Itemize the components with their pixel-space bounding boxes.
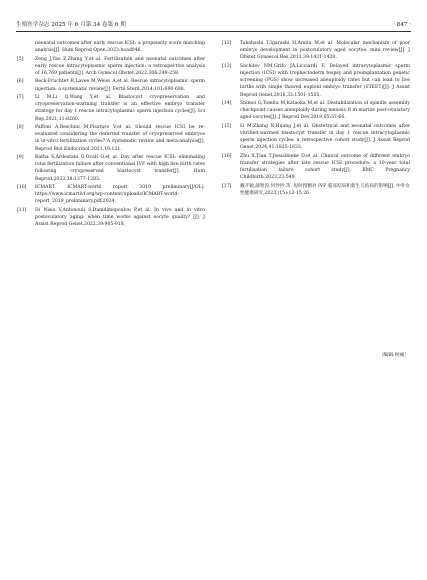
reference-number: [10] [17,184,27,190]
reference-number [17,40,35,54]
journal-title: 生殖医学杂志 2025 年 6 月第 34 卷第 6 期 [16,22,126,28]
reference-item [17,94,205,123]
page-header [16,17,411,32]
reference-number: [13] [222,63,232,69]
page-number: · 847 · [393,22,411,28]
reference-text: Takahashi T,Igarashi H,Amita M,et al. Molecular mechanism of poor embryo development in postovulatory aged oocytes: mini review[J]. J Obstet Gynaecol Res,2013,39:1431-1439. [240,41,410,61]
reference-number: [9] [17,154,24,160]
reference-number: [6] [17,79,24,85]
reference-number: [12] [222,41,232,46]
reference-text: Zeng J,Yao Z,Zhang Y,et al. Fertilization and neonatal outcomes after early rescue intracytoplasmic sperm injection: a retrospective analysis of 16,769 patients[J]. Arch Gynecol Obstet,2022,306:249-258. [35,56,205,76]
right-reference-column [222,40,410,198]
reference-number: [14] [222,101,232,106]
reference-number: [17] [222,183,232,189]
left-reference-column [17,40,205,230]
reference-item [222,153,410,182]
reference-item [17,154,205,183]
reference-text: Li M,Zhang N,Huang J,et al. Obstetrical and neonatal outcomes after vitrified-warmed blastocyst transfer in day 1 rescue intracytoplasmic sperm injection cycles: a retrospective cohort study[J]. J Assist Reprod Genet,2024,41:1825-1833. [240,123,410,151]
reference-item [17,124,205,153]
reference-number: [8] [17,124,24,130]
reference-text: Li M,Li Q,Wang Y,et al. Blastocyst cryopreservation and cryopreservation-warming transfer is an effective embryo transfer strategy for day 1 rescue intracytoplasmic sperm injection cycles[J]. Sci Rep,2021,11:8260. [35,94,205,122]
reference-item [222,100,410,122]
reference-item [17,207,205,229]
reference-text: 戴开颖,薛智涛,何抄抄,等. 短时授精对 IVF 临床结局和新生儿结局的影响[J]. 中外女性健康研究,2023,(15):12-15,26. [240,183,410,196]
reference-text: ICMART. ICMART-world report 2019 preliminary[J/OL]. https://www.icmartivf.org/wp-content/uploads/ICMART-world-report_2019_preliminary.pdf,2024. [35,184,205,205]
reference-text: Di Nisio V,Antonouli S,Damdimopoulou P,et al. In vivo and in vitro postovulatory aging: when time works against oocyte quality? [J]. J Assist Reprod Genet,2022,39:905-918. [35,207,205,228]
reference-item [17,40,205,54]
reference-item [17,184,205,206]
reference-number: [16] [222,153,232,159]
reference-text: Paffoni A,Reschini M,Pisaturo V,et al. Should rescue ICSI be re-evaluated considering the deferred transfer of cryopreserved embryos in in-vitro fertilization cycles? A systematic review and meta-analysis[J]. Reprod Biol Endocrinol,2021,19:121. [35,124,205,152]
reference-number: [5] [17,56,24,62]
editor-note: ［编辑:侯丽］ [378,353,409,358]
reference-text: Zhu X,Tian T,Jiesisibieke D,et al. Clinical outcome of different embryo transfer strategies after late rescue ICSI procedure: a 10-year total fertilisation failure cohort study[J]. BMC Pregnancy Childbirth,2023,23:549. [240,153,410,181]
reference-number: [7] [17,94,24,100]
reference-number: [11] [17,207,27,213]
reference-text: Batha S,Ardestani G,Ocali O,et al. Day after rescue ICSI: eliminating total fertilization failure after conventional IVF with high live birth rates following cryopreserved blastocyst transfer[J]. Hum Reprod,2023,38:1277-1283. [35,154,205,182]
reference-text: Shimoi G,Tomita M,Kataoka M,et al. Destabilization of spindle assembly checkpoint causes aneuploidy during meiosis II in murine post-ovulatory aged oocytes[J]. J Reprod Dev,2019,65:57-66. [240,101,410,121]
reference-text: neonatal outcomes after early rescue ICSI: a propensity score matching analysis[J]. Hum Reprod Open,2023:hoad046. [35,41,205,54]
reference-item [222,40,410,62]
reference-text: Beck-Fruchter R,Lavee M,Weiss A,et al. Rescue intracytoplasmic sperm injection: a systematic review[J]. Fertil Steril,2014,101:690-698. [35,79,205,92]
reference-item [222,63,410,99]
reference-item [17,78,205,92]
reference-item [222,123,410,152]
reference-item [222,183,410,197]
reference-item [17,56,205,78]
reference-number: [15] [222,123,232,129]
reference-text: Sachdev NM,Grifo JA,Licciardi F. Delayed intracytoplasmic sperm injection (ICSI) with trophectoderm biopsy and preimplantation genetic screening (PGS) show increased aneuploidy rates but can lead to live births with single thawed euploid embryo transfer (STEET)[J]. J Assist Reprod Genet,2016,33:1501-1505. [240,63,410,98]
